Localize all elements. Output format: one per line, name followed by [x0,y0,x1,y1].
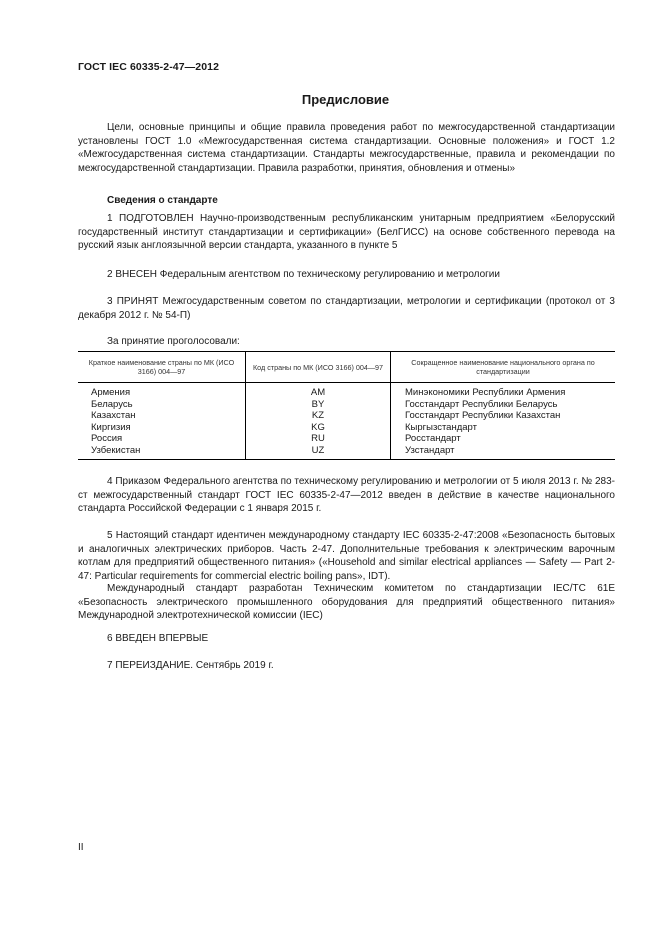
code-cell: KZ [246,410,391,422]
intro-paragraph [78,121,615,175]
item-1-paragraph [78,212,615,253]
item-1-text: 1 ПОДГОТОВЛЕН Научно-производственным республиканским унитарным предприятием «Белорусский государственный институт стандартизации и сертификации» (БелГИСС) на основе собственного перевода на русский язык англоязычной версии стандарта, указанного в пункте 5 [78,213,615,251]
item-5-text: 5 Настоящий стандарт идентичен международному стандарту IEC 60335-2-47:2008 «Безопасность бытовых и аналогичных электрических приборов. Часть 2-47. Дополнительные требования к электрическим варочным котлам для предприятий общественного питания» («Household and similar electrical appliances — Safety — Part 2-47: Particular requirements for commercial electric boiling pans», IDT). [78,530,615,582]
table-row [78,445,615,459]
country-cell: Узбекистан [78,445,246,459]
item-2-text: 2 ВНЕСЕН Федеральным агентством по техническому регулированию и метрологии [107,269,500,280]
item-7-paragraph [78,659,615,673]
table-row [78,433,615,445]
table-row [78,383,615,399]
code-cell: AM [246,383,391,399]
intro-text: Цели, основные принципы и общие правила проведения работ по межгосударственной стандартизации установлены ГОСТ 1.0 «Межгосударственная система стандартизации. Основные положения» и ГОСТ 1.2 «Межгосударственная система стандартизации. Стандарты межгосударственные, правила и рекомендации по межгосударственной стандартизации. Правила разработки, принятия, обновления и отмены» [78,122,615,174]
page-number: II [78,842,84,853]
voting-countries-table [78,351,615,460]
column-header-country: Краткое наименование страны по МК (ИСО 3166) 004—97 [78,352,246,383]
table-row [78,399,615,411]
item-6-text: 6 ВВЕДЕН ВПЕРВЫЕ [107,633,209,644]
authority-cell: Узстандарт [391,445,616,459]
table-header-row [78,352,615,383]
country-cell: Армения [91,387,131,398]
country-cell: Киргизия [91,421,131,433]
country-cell: Беларусь [91,398,133,410]
section-title: Сведения о стандарте [107,195,218,206]
item-2-paragraph [78,268,615,282]
authority-cell: Госстандарт Республики Казахстан [391,410,616,422]
table-row [78,410,615,422]
vote-intro-text: За принятие проголосовали: [107,336,240,347]
code-cell: BY [246,399,391,411]
item-3-text: 3 ПРИНЯТ Межгосударственным советом по стандартизации, метрологии и сертификации (протокол от 3 декабря 2012 г. № 54-П) [78,296,615,321]
item-6-paragraph [78,632,615,646]
table-row [78,422,615,434]
item-3-paragraph [78,295,615,322]
item-4-text: 4 Приказом Федерального агентства по техническому регулированию и метрологии от 5 июля 2013 г. № 283-ст межгосударственный стандарт ГОСТ IEC 60335-2-47—2012 введен в действие в качестве национального стандарта Российской Федерации с 1 января 2015 г. [78,476,615,514]
country-cell: Россия [91,433,123,445]
code-cell: KG [246,422,391,434]
item-5-note-text: Международный стандарт разработан Техническим комитетом по стандартизации IEC/TC 61E «Безопасность электрического промышленного оборудования для предприятий общественного питания» Международной электротехнической комиссии (IEC) [78,583,615,621]
country-cell: Казахстан [91,410,136,422]
document-header: ГОСТ IEC 60335-2-47—2012 [78,61,220,73]
item-7-text: 7 ПЕРЕИЗДАНИЕ. Сентябрь 2019 г. [107,660,274,671]
item-5-paragraph [78,529,615,583]
item-4-paragraph [78,475,615,516]
authority-cell: Госстандарт Республики Беларусь [391,399,616,411]
page-title: Предисловие [301,92,390,107]
code-cell: UZ [246,445,391,459]
authority-cell: Минэкономики Республики Армения [391,383,616,399]
column-header-code: Код страны по МК (ИСО 3166) 004—97 [246,352,391,383]
column-header-authority: Сокращенное наименование национального органа по стандартизации [391,352,616,383]
item-5-note-paragraph [78,582,615,623]
code-cell: RU [246,433,391,445]
authority-cell: Кыргызстандарт [391,422,616,434]
authority-cell: Росстандарт [391,433,616,445]
vote-intro-paragraph [78,335,615,349]
